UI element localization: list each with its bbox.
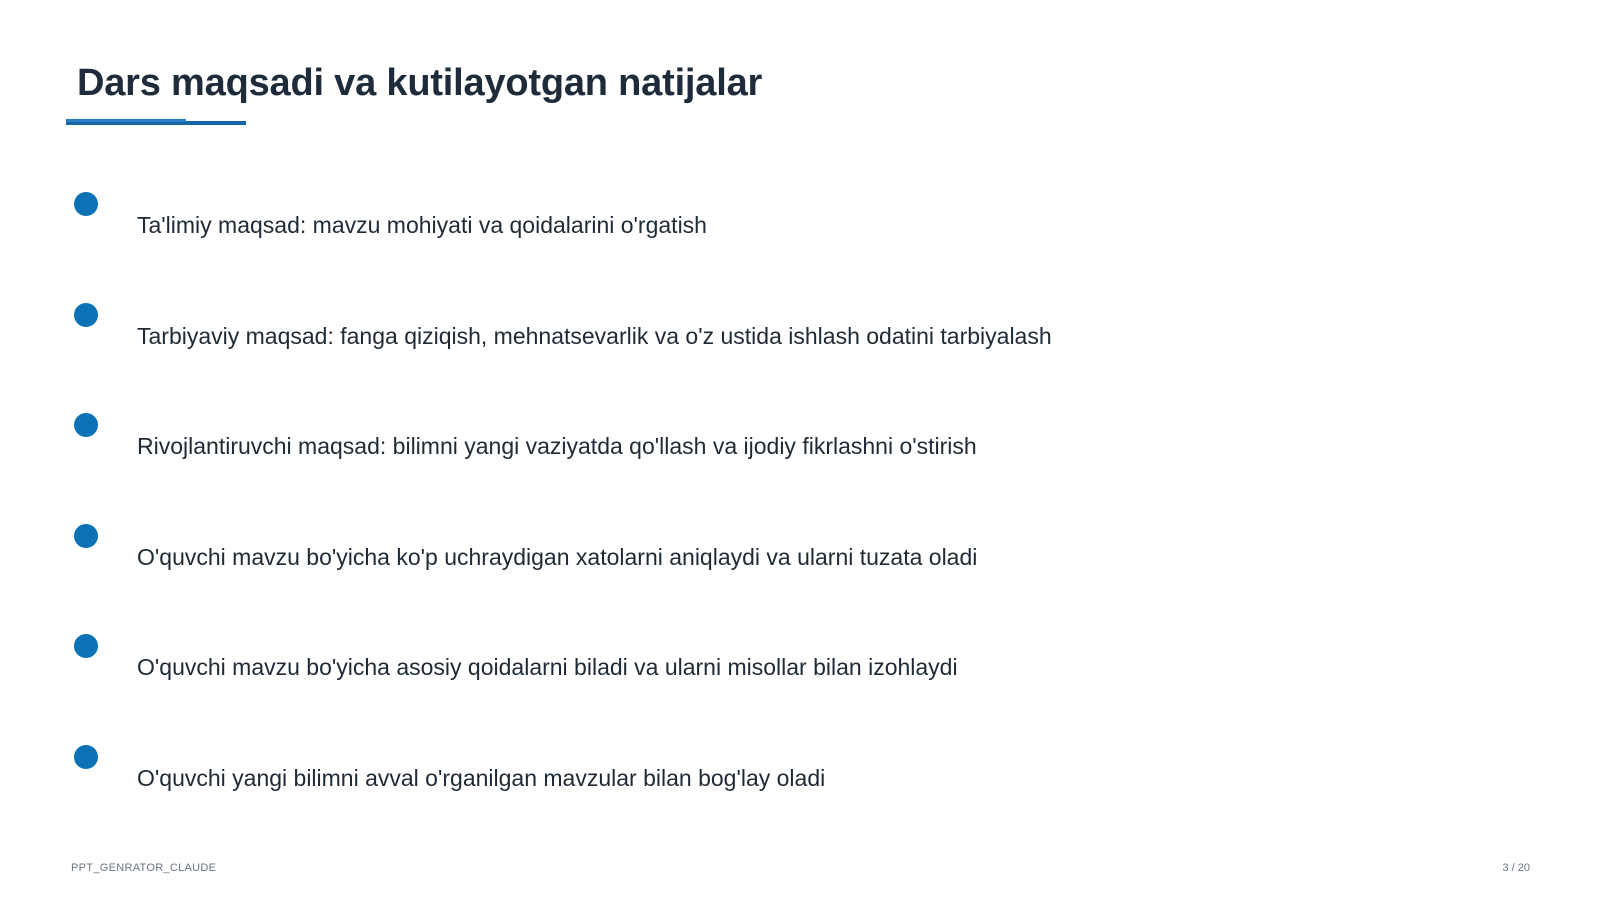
bullet-item xyxy=(0,413,1400,473)
bullet-dot-icon xyxy=(74,303,98,327)
bullet-item xyxy=(0,745,1400,805)
bullet-text: O'quvchi mavzu bo'yicha ko'p uchraydigan xatolarni aniqlaydi va ularni tuzata oladi xyxy=(137,544,978,570)
bullet-dot-icon xyxy=(74,524,98,548)
bullet-dot-icon xyxy=(74,192,98,216)
bullet-item xyxy=(0,524,1400,584)
slide-title: Dars maqsadi va kutilayotgan natijalar xyxy=(77,62,763,104)
bullet-item xyxy=(0,634,1400,694)
footer-source: PPT_GENRATOR_CLAUDE xyxy=(71,862,217,874)
bullet-item xyxy=(0,303,1400,363)
page-number: 3 / 20 xyxy=(1502,862,1530,874)
bullet-text: Rivojlantiruvchi maqsad: bilimni yangi vaziyatda qo'llash va ijodiy fikrlashni o'stirish xyxy=(137,433,977,459)
bullet-dot-icon xyxy=(74,413,98,437)
title-underline-accent xyxy=(66,119,186,122)
bullet-text: Tarbiyaviy maqsad: fanga qiziqish, mehnatsevarlik va o'z ustida ishlash odatini tarbiyalash xyxy=(137,323,1052,349)
bullet-dot-icon xyxy=(74,745,98,769)
bullet-text: Ta'limiy maqsad: mavzu mohiyati va qoidalarini o'rgatish xyxy=(137,212,707,238)
bullet-item xyxy=(0,192,1400,252)
bullet-text: O'quvchi yangi bilimni avval o'rganilgan mavzular bilan bog'lay oladi xyxy=(137,765,826,791)
bullet-dot-icon xyxy=(74,634,98,658)
bullet-text: O'quvchi mavzu bo'yicha asosiy qoidalarni biladi va ularni misollar bilan izohlaydi xyxy=(137,654,958,680)
